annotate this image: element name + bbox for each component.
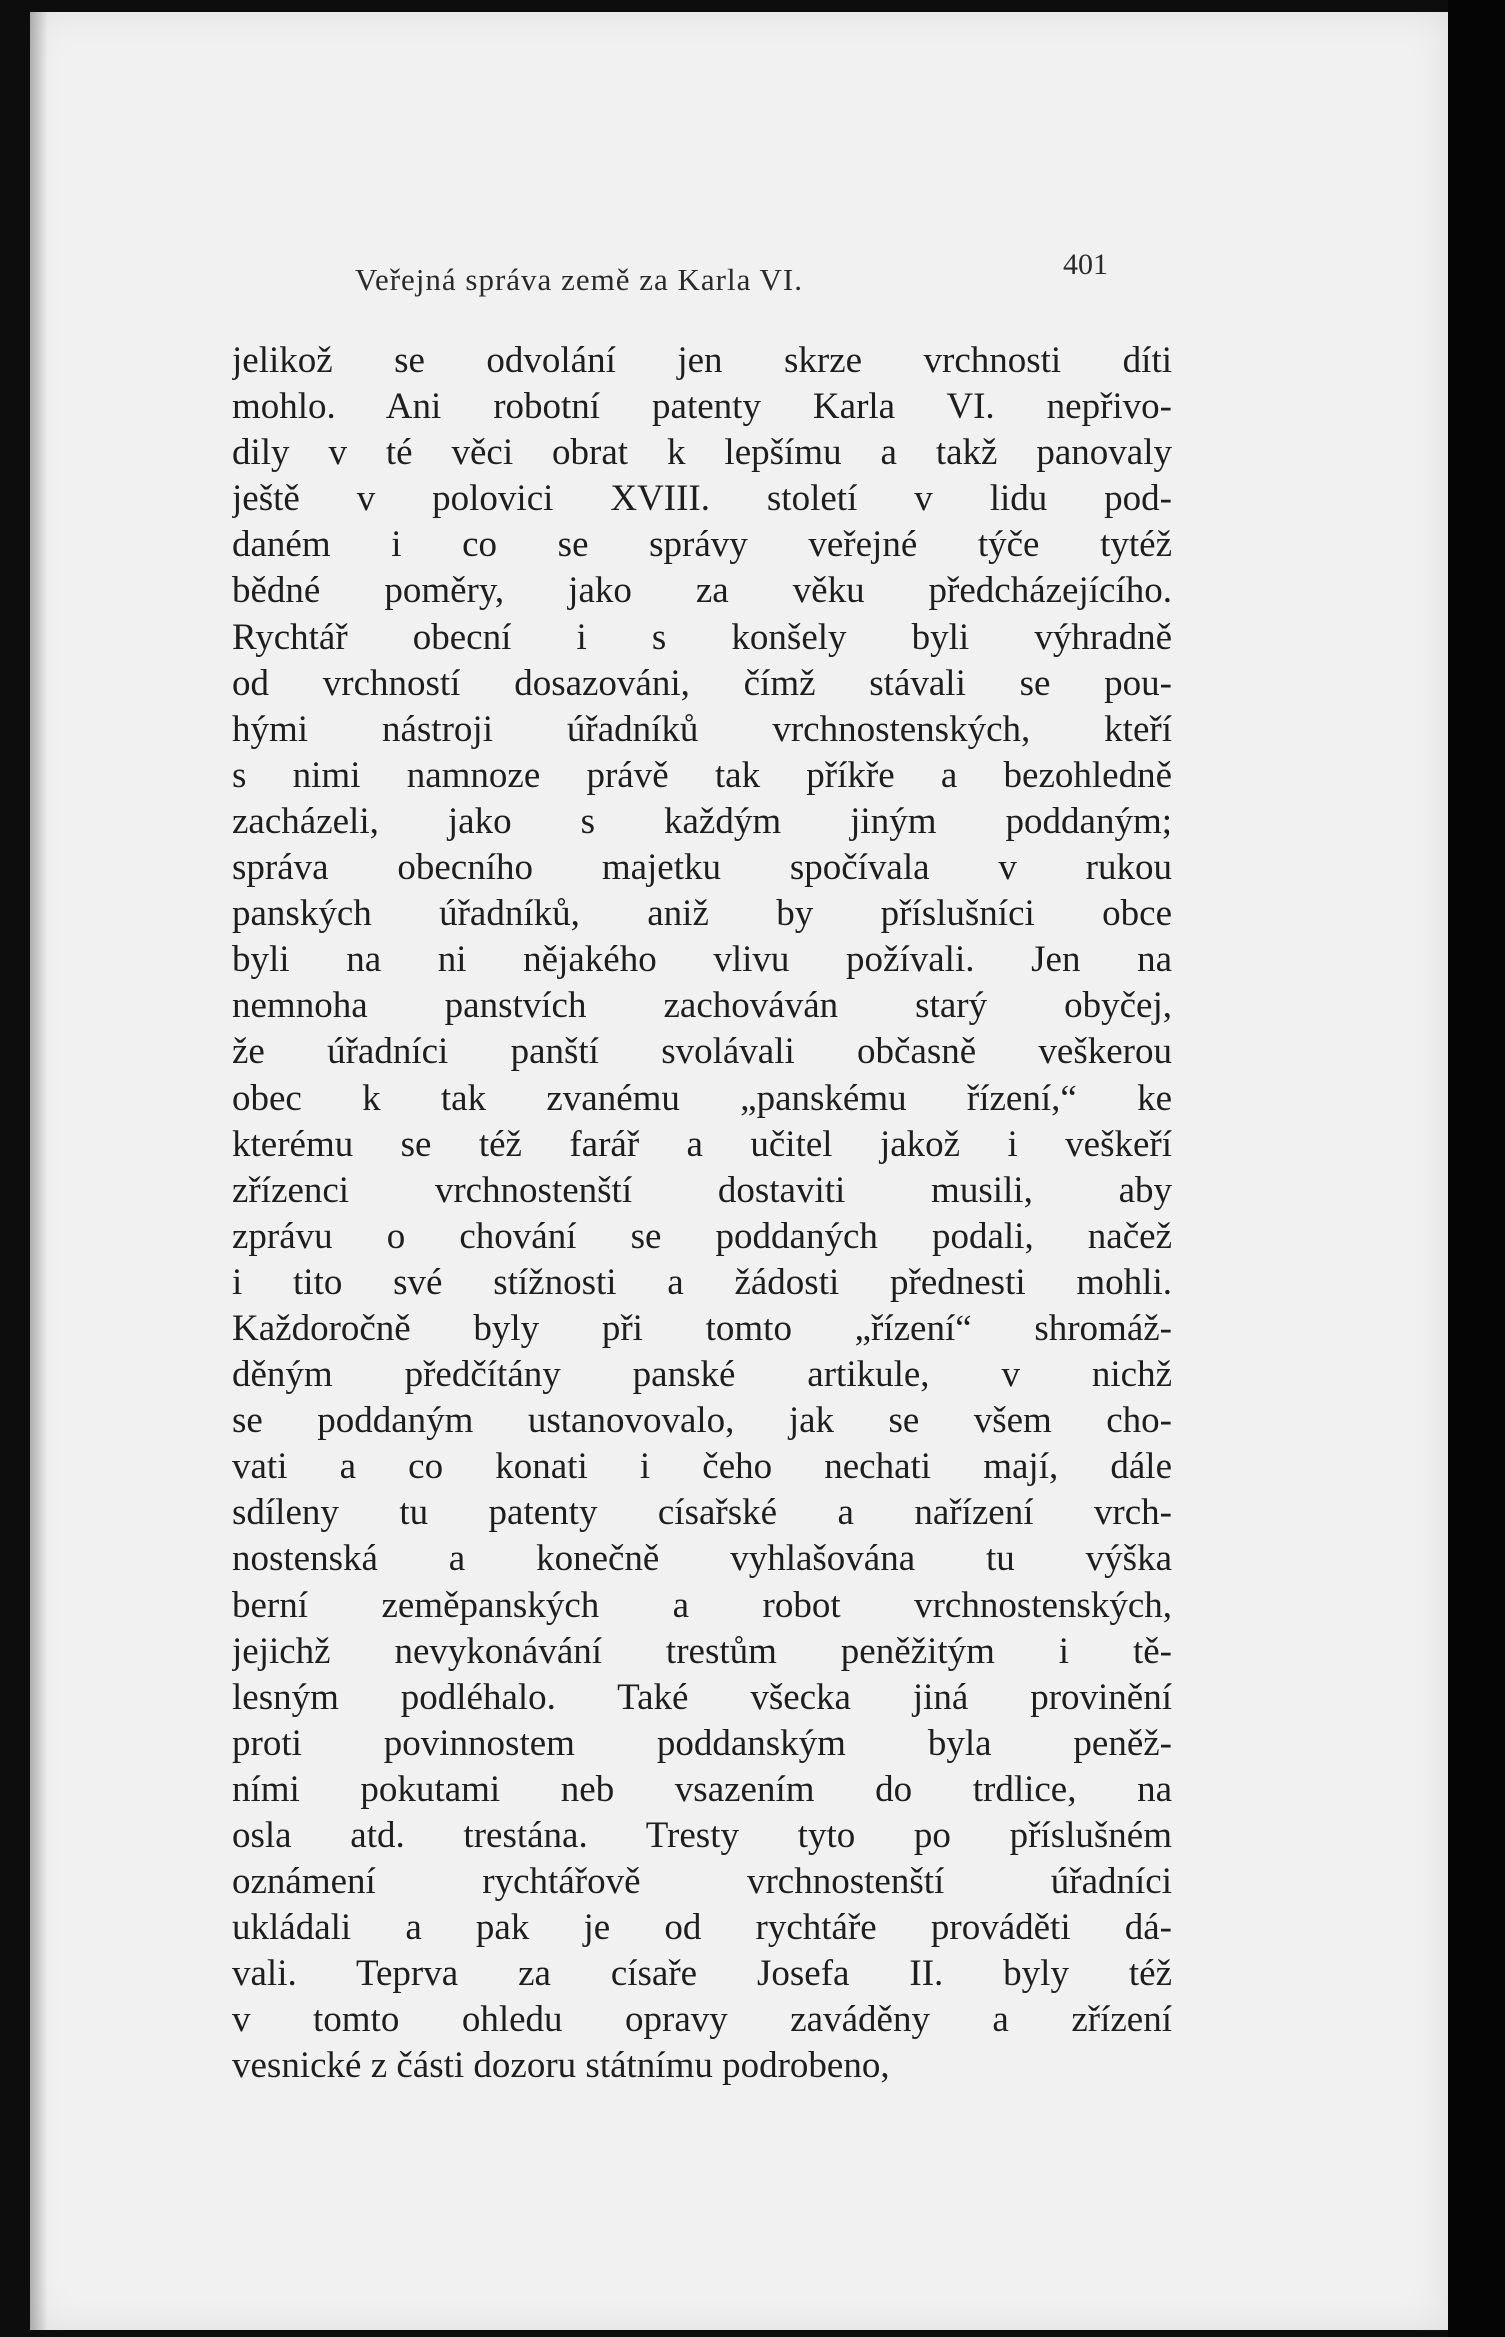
- text-line: zřízenci vrchnostenští dostaviti musili, aby: [232, 1169, 1172, 1211]
- text-line: děným předčítány panské artikule, v nichž: [232, 1354, 1172, 1396]
- text-line: vali. Teprva za císaře Josefa II. byly též: [232, 1953, 1172, 1995]
- text-line: že úřadníci panští svolávali občasně veškerou: [232, 1031, 1172, 1073]
- text-line: oznámení rychtářově vrchnostenští úřadníci: [232, 1861, 1172, 1903]
- text-line: zprávu o chování se poddaných podali, načež: [232, 1215, 1172, 1257]
- body-text: [232, 338, 1172, 2090]
- text-line: jejichž nevykonávání trestům peněžitým i tě-: [232, 1630, 1172, 1672]
- scan-border: [1448, 0, 1505, 2337]
- text-line: ukládali a pak je od rychtáře prováděti dá-: [232, 1907, 1172, 1949]
- text-line: vati a co konati i čeho nechati mají, dále: [232, 1446, 1172, 1488]
- text-line: v tomto ohledu opravy zaváděny a zřízení: [232, 1999, 1172, 2041]
- text-line: byli na ni nějakého vlivu požívali. Jen na: [232, 939, 1172, 981]
- text-line: bědné poměry, jako za věku předcházejícího.: [232, 570, 1172, 612]
- text-line: Rychtář obecní i s konšely byli výhradně: [232, 616, 1172, 658]
- text-line: i tito své stížnosti a žádosti přednesti mohli.: [232, 1261, 1172, 1303]
- text-line: dily v té věci obrat k lepšímu a takž panovaly: [232, 432, 1172, 474]
- text-line: od vrchností dosazováni, čímž stávali se pou-: [232, 662, 1172, 704]
- text-line: lesným podléhalo. Také všecka jiná provinění: [232, 1676, 1172, 1718]
- running-title: Veřejná správa země za Karla VI.: [355, 262, 803, 297]
- text-line: se poddaným ustanovovalo, jak se všem cho-: [232, 1400, 1172, 1442]
- text-line: nemnoha panstvích zachováván starý obyčej,: [232, 985, 1172, 1027]
- text-line: kterému se též farář a učitel jakož i veškeří: [232, 1123, 1172, 1165]
- text-line: jelikož se odvolání jen skrze vrchnosti díti: [232, 340, 1172, 381]
- text-line: Každoročně byly při tomto „řízení“ shromáž-: [232, 1307, 1172, 1349]
- text-line: berní zeměpanských a robot vrchnostenských,: [232, 1584, 1172, 1626]
- text-line: vesnické z části dozoru státnímu podrobeno,: [232, 2045, 890, 2087]
- text-line: správa obecního majetku spočívala v rukou: [232, 847, 1172, 889]
- spine-shadow: [30, 12, 48, 2330]
- text-line: daném i co se správy veřejné týče tytéž: [232, 524, 1172, 566]
- page-number: 401: [1063, 248, 1108, 281]
- text-line: sdíleny tu patenty císařské a nařízení vrch-: [232, 1492, 1172, 1534]
- text-line: mohlo. Ani robotní patenty Karla VI. nepřivo-: [232, 386, 1172, 428]
- text-line: ještě v polovici XVIII. století v lidu pod-: [232, 478, 1172, 520]
- text-line: proti povinnostem poddanským byla peněž-: [232, 1722, 1172, 1764]
- text-line: zacházeli, jako s každým jiným poddaným;: [232, 800, 1172, 842]
- text-line: obec k tak zvanému „panskému řízení,“ ke: [232, 1077, 1172, 1119]
- text-line: s nimi namnoze právě tak příkře a bezohledně: [232, 754, 1172, 796]
- text-line: nostenská a konečně vyhlašována tu výška: [232, 1538, 1172, 1580]
- text-line: ními pokutami neb vsazením do trdlice, na: [232, 1768, 1172, 1810]
- text-line: panských úřadníků, aniž by příslušníci obce: [232, 893, 1172, 935]
- text-line: osla atd. trestána. Tresty tyto po příslušném: [232, 1815, 1172, 1856]
- text-line: hými nástroji úřadníků vrchnostenských, kteří: [232, 708, 1172, 750]
